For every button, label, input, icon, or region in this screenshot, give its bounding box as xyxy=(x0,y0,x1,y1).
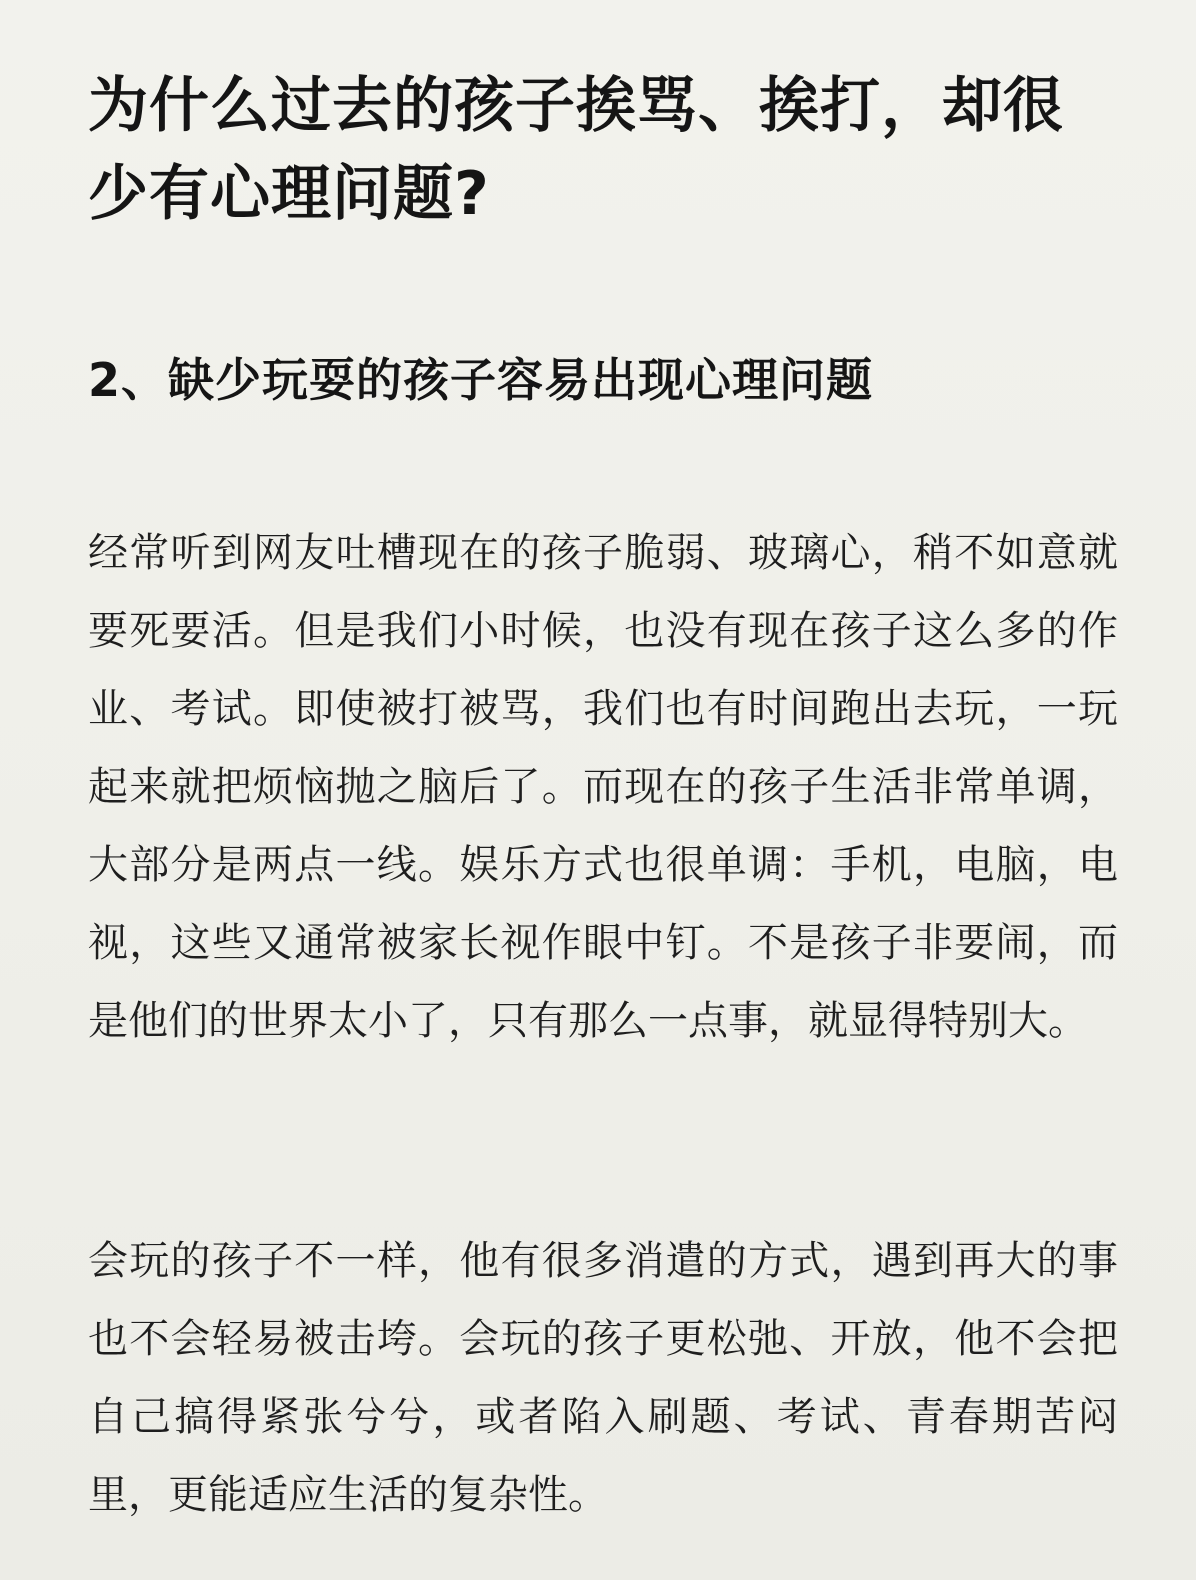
article-title: 为什么过去的孩子挨骂、挨打，却很少有心理问题? xyxy=(88,71,1064,229)
section-heading: 2、缺少玩耍的孩子容易出现心理问题 xyxy=(88,353,874,407)
paragraph-1: 经常听到网友吐槽现在的孩子脆弱、玻璃心，稍不如意就要死要活。但是我们小时候，也没有现在孩子这么多的作业、考试。即使被打被骂，我们也有时间跑出去玩，一玩起来就把烦恼抛之脑后了。而现在的孩子生活非常单调，大部分是两点一线。娱乐方式也很单调：手机，电脑，电视，这些又通常被家长视作眼中钉。不是孩子非要闹，而是他们的世界太小了，只有那么一点事，就显得特别大。 xyxy=(88,530,1118,1044)
paragraph-2: 会玩的孩子不一样，他有很多消遣的方式，遇到再大的事也不会轻易被击垮。会玩的孩子更松弛、开放，他不会把自己搞得紧张兮兮，或者陷入刷题、考试、青春期苦闷里，更能适应生活的复杂性。 xyxy=(88,1238,1118,1518)
